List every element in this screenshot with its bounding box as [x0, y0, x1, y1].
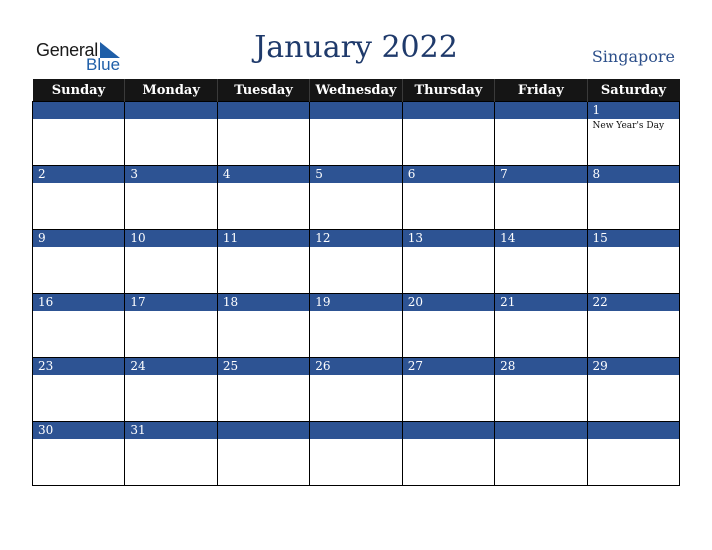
day-number: 14 — [495, 230, 586, 247]
week-row — [33, 294, 680, 358]
day-number: 7 — [495, 166, 586, 183]
day-number — [33, 102, 124, 119]
day-number: 18 — [218, 294, 309, 311]
day-number: 3 — [125, 166, 216, 183]
day-cell — [402, 102, 494, 166]
day-number: 21 — [495, 294, 586, 311]
calendar-grid — [32, 79, 680, 486]
weekday-header-row — [33, 79, 680, 102]
day-cell — [495, 230, 587, 294]
day-number: 26 — [310, 358, 401, 375]
day-cell — [310, 230, 402, 294]
day-cell — [33, 422, 125, 486]
day-number: 16 — [33, 294, 124, 311]
day-cell — [495, 166, 587, 230]
day-cell — [217, 358, 309, 422]
weekday-header: Wednesday — [310, 79, 402, 102]
day-number: 28 — [495, 358, 586, 375]
weekday-header: Thursday — [402, 79, 494, 102]
day-number: 31 — [125, 422, 216, 439]
weekday-header: Friday — [495, 79, 587, 102]
day-number: 1 — [588, 102, 679, 119]
day-cell — [33, 102, 125, 166]
day-number: 9 — [33, 230, 124, 247]
day-cell — [495, 422, 587, 486]
day-cell — [310, 102, 402, 166]
day-number: 24 — [125, 358, 216, 375]
week-row — [33, 422, 680, 486]
day-cell — [125, 358, 217, 422]
weekday-header: Monday — [125, 79, 217, 102]
day-cell — [587, 294, 679, 358]
day-number — [588, 422, 679, 439]
calendar-title: January 2022 — [254, 30, 458, 65]
day-number: 5 — [310, 166, 401, 183]
day-number — [310, 422, 401, 439]
day-number — [125, 102, 216, 119]
day-cell — [217, 230, 309, 294]
day-cell — [217, 102, 309, 166]
week-row — [33, 230, 680, 294]
day-cell — [125, 422, 217, 486]
day-cell — [310, 422, 402, 486]
day-cell — [217, 422, 309, 486]
week-row — [33, 358, 680, 422]
day-cell — [495, 358, 587, 422]
day-number: 6 — [403, 166, 494, 183]
day-number — [218, 102, 309, 119]
weekday-header: Sunday — [33, 79, 125, 102]
day-cell — [587, 230, 679, 294]
day-number: 22 — [588, 294, 679, 311]
day-cell — [402, 422, 494, 486]
day-cell — [402, 294, 494, 358]
day-cell — [402, 358, 494, 422]
day-number: 29 — [588, 358, 679, 375]
day-number: 11 — [218, 230, 309, 247]
day-number: 8 — [588, 166, 679, 183]
week-row — [33, 102, 680, 166]
day-cell — [33, 230, 125, 294]
day-cell — [217, 166, 309, 230]
day-cell — [33, 358, 125, 422]
week-row — [33, 166, 680, 230]
day-number: 23 — [33, 358, 124, 375]
weekday-header: Tuesday — [217, 79, 309, 102]
day-cell — [125, 230, 217, 294]
day-number — [495, 102, 586, 119]
day-number: 17 — [125, 294, 216, 311]
day-cell — [587, 422, 679, 486]
day-cell — [587, 358, 679, 422]
day-number: 13 — [403, 230, 494, 247]
day-number: 30 — [33, 422, 124, 439]
day-cell — [125, 294, 217, 358]
day-number: 25 — [218, 358, 309, 375]
day-number — [403, 422, 494, 439]
day-cell — [495, 102, 587, 166]
day-number: 4 — [218, 166, 309, 183]
day-number — [310, 102, 401, 119]
country-label: Singapore — [591, 47, 675, 66]
day-cell — [402, 230, 494, 294]
day-number: 2 — [33, 166, 124, 183]
day-cell — [310, 166, 402, 230]
day-number: 27 — [403, 358, 494, 375]
day-cell — [495, 294, 587, 358]
day-number — [403, 102, 494, 119]
day-cell — [310, 294, 402, 358]
logo-word-general: General — [36, 40, 98, 60]
day-number — [218, 422, 309, 439]
day-cell — [125, 166, 217, 230]
day-number: 19 — [310, 294, 401, 311]
day-number — [495, 422, 586, 439]
day-cell — [125, 102, 217, 166]
day-cell — [33, 294, 125, 358]
day-number: 20 — [403, 294, 494, 311]
day-cell — [402, 166, 494, 230]
day-number: 10 — [125, 230, 216, 247]
day-number: 15 — [588, 230, 679, 247]
day-cell — [310, 358, 402, 422]
holiday-label: New Year's Day — [592, 121, 665, 131]
day-cell — [587, 102, 679, 166]
logo-word-blue: Blue — [86, 55, 121, 74]
day-cell — [217, 294, 309, 358]
day-number: 12 — [310, 230, 401, 247]
day-cell — [33, 166, 125, 230]
day-cell — [587, 166, 679, 230]
weekday-header: Saturday — [587, 79, 679, 102]
